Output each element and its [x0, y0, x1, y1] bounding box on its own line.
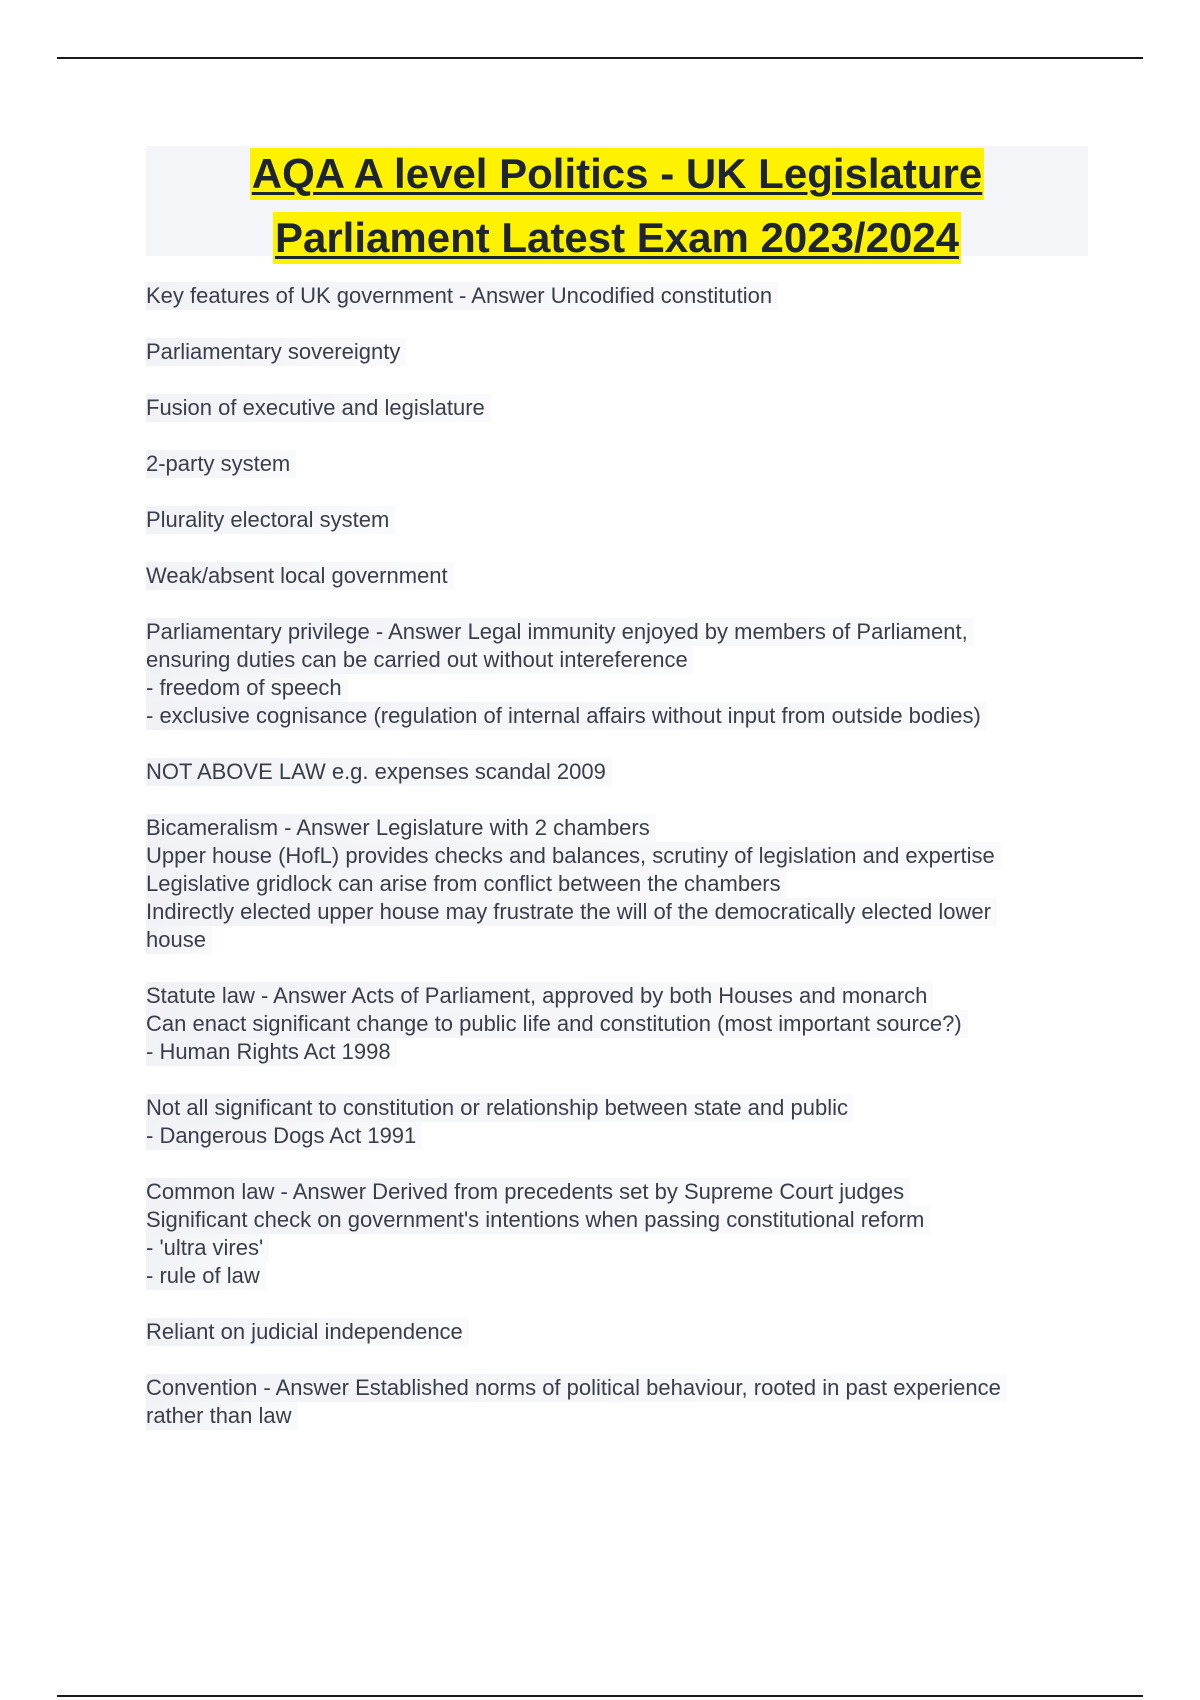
- paragraph: [146, 1318, 1106, 1346]
- bottom-rule: [57, 1695, 1143, 1697]
- paragraph-line: Upper house (HofL) provides checks and balances, scrutiny of legislation and expertise: [146, 842, 1001, 870]
- paragraph: [146, 758, 1106, 786]
- paragraph-line: - Dangerous Dogs Act 1991: [146, 1122, 422, 1150]
- paragraph-line: Weak/absent local government: [146, 562, 454, 590]
- paragraph-line: rather than law: [146, 1402, 298, 1430]
- paragraph-line: Not all significant to constitution or relationship between state and public: [146, 1094, 854, 1122]
- paragraph-line: - freedom of speech: [146, 674, 348, 702]
- paragraph: [146, 562, 1106, 590]
- paragraph: [146, 338, 1106, 366]
- paragraph-line: 2-party system: [146, 450, 296, 478]
- paragraph-line: Fusion of executive and legislature: [146, 394, 491, 422]
- top-rule: [57, 57, 1143, 59]
- paragraph-line: - Human Rights Act 1998: [146, 1038, 397, 1066]
- paragraph-line: ensuring duties can be carried out without intereference: [146, 646, 694, 674]
- document-body: [146, 282, 1106, 1458]
- paragraph-line: - 'ultra vires': [146, 1234, 269, 1262]
- paragraph: [146, 394, 1106, 422]
- paragraph: [146, 618, 1106, 730]
- document-title: [146, 146, 1088, 261]
- paragraph-line: Convention - Answer Established norms of political behaviour, rooted in past experience: [146, 1374, 1007, 1402]
- paragraph-line: - rule of law: [146, 1262, 266, 1290]
- paragraph-line: Legislative gridlock can arise from conflict between the chambers: [146, 870, 787, 898]
- paragraph: [146, 506, 1106, 534]
- title-line-2: Parliament Latest Exam 2023/2024: [273, 212, 961, 264]
- paragraph-line: Statute law - Answer Acts of Parliament, approved by both Houses and monarch: [146, 982, 933, 1010]
- paragraph: [146, 1094, 1106, 1150]
- paragraph: [146, 282, 1106, 310]
- paragraph: [146, 1178, 1106, 1290]
- paragraph-line: Parliamentary sovereignty: [146, 338, 406, 366]
- title-line-1: AQA A level Politics - UK Legislature: [250, 148, 985, 200]
- paragraph: [146, 450, 1106, 478]
- paragraph-line: Key features of UK government - Answer Uncodified constitution: [146, 282, 778, 310]
- paragraph-line: Plurality electoral system: [146, 506, 395, 534]
- paragraph-line: Reliant on judicial independence: [146, 1318, 469, 1346]
- paragraph: [146, 982, 1106, 1066]
- paragraph: [146, 1374, 1106, 1430]
- paragraph-line: Common law - Answer Derived from precedents set by Supreme Court judges: [146, 1178, 910, 1206]
- paragraph-line: Can enact significant change to public life and constitution (most important source?): [146, 1010, 968, 1038]
- paragraph-line: Significant check on government's intentions when passing constitutional reform: [146, 1206, 930, 1234]
- paragraph-line: NOT ABOVE LAW e.g. expenses scandal 2009: [146, 758, 612, 786]
- paragraph-line: Bicameralism - Answer Legislature with 2 chambers: [146, 814, 656, 842]
- paragraph-line: - exclusive cognisance (regulation of internal affairs without input from outside bodies): [146, 702, 987, 730]
- paragraph: [146, 814, 1106, 954]
- paragraph-line: house: [146, 926, 212, 954]
- paragraph-line: Parliamentary privilege - Answer Legal immunity enjoyed by members of Parliament,: [146, 618, 974, 646]
- paragraph-line: Indirectly elected upper house may frustrate the will of the democratically elected lower: [146, 898, 997, 926]
